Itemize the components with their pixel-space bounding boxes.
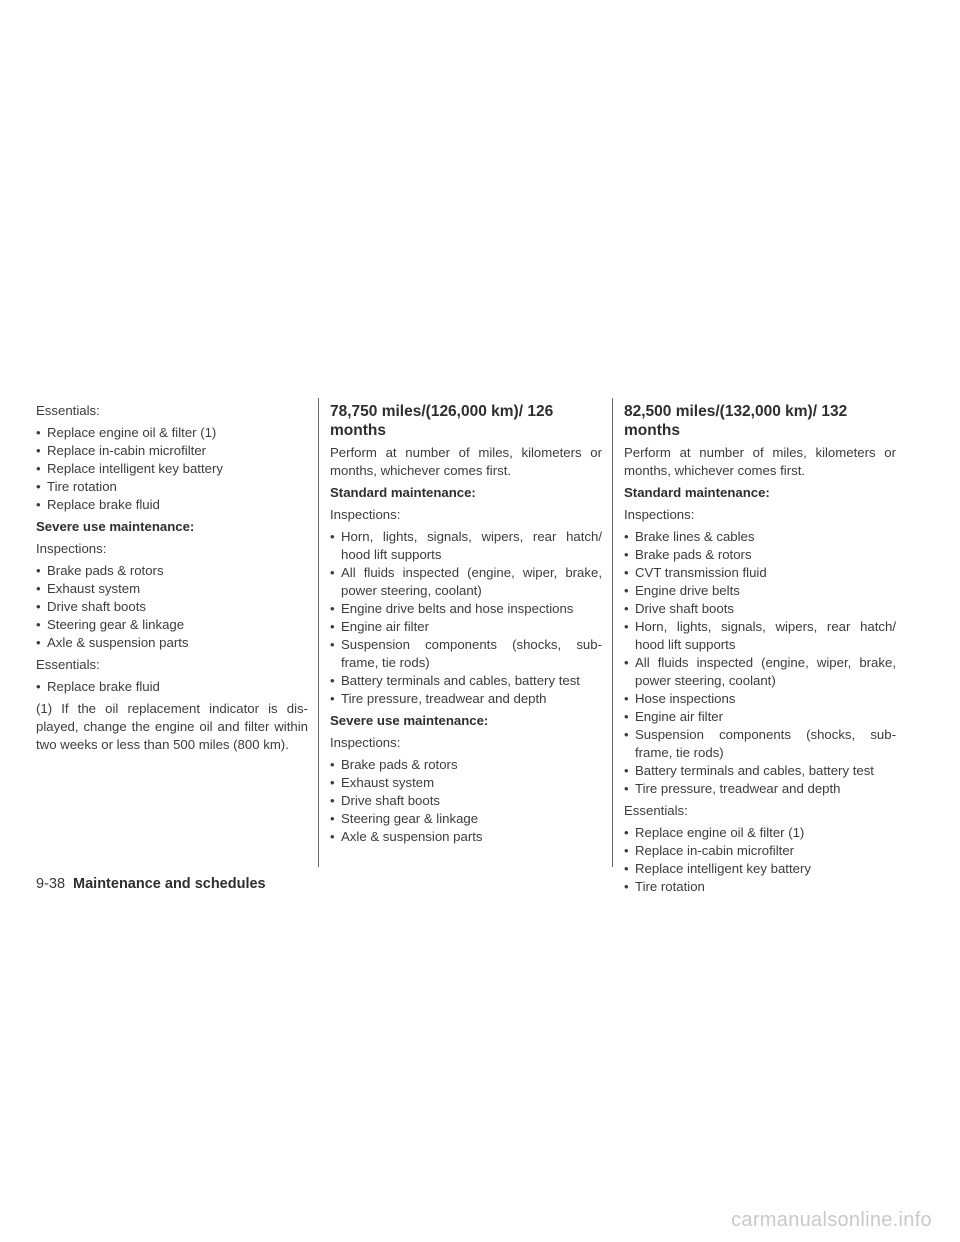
list-item: • Replace engine oil & filter (1) bbox=[36, 424, 308, 442]
watermark: carmanualsonline.info bbox=[731, 1209, 932, 1231]
list-item: • Steering gear & linkage bbox=[36, 616, 308, 634]
list-item: • Replace in-cabin microfilter bbox=[624, 842, 896, 860]
column-3 bbox=[624, 402, 896, 900]
list-item: • Engine drive belts and hose inspections bbox=[330, 600, 602, 618]
inspections-label: Inspections: bbox=[36, 541, 107, 556]
section-title-78750: 78,750 miles/(126,000 km)/ 126 months bbox=[330, 403, 554, 439]
list-item: • All fluids inspected (engine, wiper, brake, power steering, coolant) bbox=[624, 654, 896, 690]
standard-maintenance-heading: Standard maintenance: bbox=[330, 485, 476, 500]
list-item: • All fluids inspected (engine, wiper, brake, power steering, coolant) bbox=[330, 564, 602, 600]
list-item: • Battery terminals and cables, battery test bbox=[624, 762, 896, 780]
list-item: • Replace intelligent key battery bbox=[36, 460, 308, 478]
list-item: • Tire pressure, treadwear and depth bbox=[330, 690, 602, 708]
essentials-list-2 bbox=[36, 678, 308, 696]
page-number: 9-38 bbox=[36, 876, 66, 892]
list-item: • CVT transmission fluid bbox=[624, 564, 896, 582]
inspections-label: Inspections: bbox=[624, 507, 695, 522]
column-divider-right bbox=[612, 398, 613, 867]
severe-inspections-list bbox=[330, 756, 602, 846]
list-item: • Tire pressure, treadwear and depth bbox=[624, 780, 896, 798]
list-item: • Brake pads & rotors bbox=[36, 562, 308, 580]
column-1 bbox=[36, 402, 308, 758]
inspections-label: Inspections: bbox=[330, 507, 401, 522]
list-item: • Brake pads & rotors bbox=[330, 756, 602, 774]
list-item: • Drive shaft boots bbox=[330, 792, 602, 810]
list-item: • Replace brake fluid bbox=[36, 678, 308, 696]
severe-use-heading: Severe use maintenance: bbox=[330, 713, 489, 728]
footnote: (1) If the oil replacement indicator is dis-played, change the engine oil and filter within two weeks or less than 500 miles (800 km). bbox=[36, 701, 308, 752]
section-intro: Perform at number of miles, kilometers or months, whichever comes first. bbox=[330, 445, 602, 478]
standard-inspections-list bbox=[330, 528, 602, 708]
column-divider-left bbox=[318, 398, 319, 867]
essentials-label: Essentials: bbox=[624, 803, 688, 818]
standard-maintenance-heading: Standard maintenance: bbox=[624, 485, 770, 500]
list-item: • Drive shaft boots bbox=[624, 600, 896, 618]
section-title-82500: 82,500 miles/(132,000 km)/ 132 months bbox=[624, 403, 848, 439]
list-item: • Tire rotation bbox=[624, 878, 896, 896]
essentials-list bbox=[36, 424, 308, 514]
list-item: • Horn, lights, signals, wipers, rear hatch/ hood lift supports bbox=[624, 618, 896, 654]
list-item: • Horn, lights, signals, wipers, rear hatch/ hood lift supports bbox=[330, 528, 602, 564]
list-item: • Engine air filter bbox=[330, 618, 602, 636]
list-item: • Brake pads & rotors bbox=[624, 546, 896, 564]
severe-inspections-label: Inspections: bbox=[330, 735, 401, 750]
severe-use-heading: Severe use maintenance: bbox=[36, 519, 195, 534]
column-2 bbox=[330, 402, 602, 850]
list-item: • Axle & suspension parts bbox=[330, 828, 602, 846]
list-item: • Axle & suspension parts bbox=[36, 634, 308, 652]
essentials-list bbox=[624, 824, 896, 896]
chapter-title: Maintenance and schedules bbox=[73, 876, 266, 892]
list-item: • Engine drive belts bbox=[624, 582, 896, 600]
list-item: • Exhaust system bbox=[36, 580, 308, 598]
section-intro: Perform at number of miles, kilometers or months, whichever comes first. bbox=[624, 445, 896, 478]
list-item: • Replace in-cabin microfilter bbox=[36, 442, 308, 460]
page-footer bbox=[36, 876, 266, 892]
list-item: • Exhaust system bbox=[330, 774, 602, 792]
list-item: • Tire rotation bbox=[36, 478, 308, 496]
essentials-label-2: Essentials: bbox=[36, 657, 100, 672]
list-item: • Engine air filter bbox=[624, 708, 896, 726]
list-item: • Drive shaft boots bbox=[36, 598, 308, 616]
inspections-list bbox=[36, 562, 308, 652]
list-item: • Steering gear & linkage bbox=[330, 810, 602, 828]
list-item: • Suspension components (shocks, sub-frame, tie rods) bbox=[330, 636, 602, 672]
list-item: • Brake lines & cables bbox=[624, 528, 896, 546]
essentials-label: Essentials: bbox=[36, 403, 100, 418]
list-item: • Replace intelligent key battery bbox=[624, 860, 896, 878]
list-item: • Battery terminals and cables, battery test bbox=[330, 672, 602, 690]
list-item: • Suspension components (shocks, sub-frame, tie rods) bbox=[624, 726, 896, 762]
list-item: • Replace brake fluid bbox=[36, 496, 308, 514]
list-item: • Hose inspections bbox=[624, 690, 896, 708]
list-item: • Replace engine oil & filter (1) bbox=[624, 824, 896, 842]
standard-inspections-list bbox=[624, 528, 896, 798]
